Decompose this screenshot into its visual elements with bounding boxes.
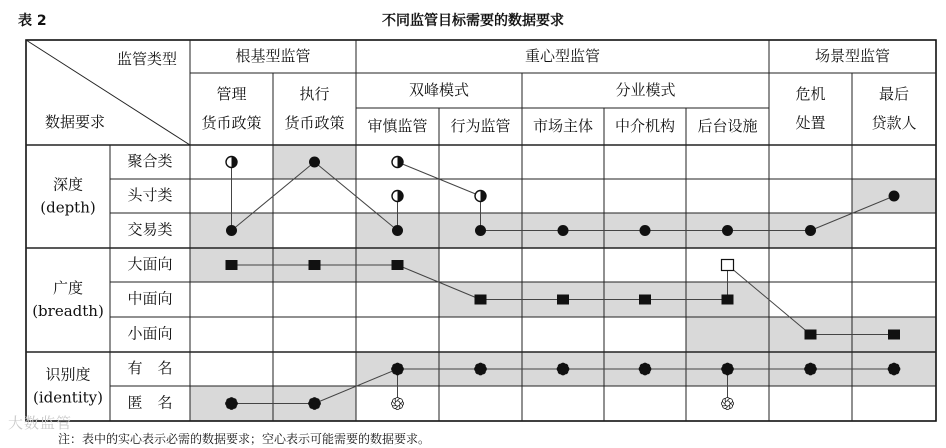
column-header: 管理 xyxy=(216,85,247,103)
square-solid-marker xyxy=(888,330,900,340)
column-header: 审慎监管 xyxy=(367,117,428,135)
column-header: 贷款人 xyxy=(871,114,917,132)
square-solid-marker xyxy=(722,295,734,305)
corner-label-requirement: 数据要求 xyxy=(44,113,106,131)
row-label: 聚合类 xyxy=(127,152,173,170)
square-solid-marker xyxy=(557,295,569,305)
flower-solid-marker xyxy=(309,398,321,410)
column-header: 处置 xyxy=(795,114,826,132)
table-title: 不同监管目标需要的数据要求 xyxy=(382,13,564,29)
dimension-label: 深度 xyxy=(52,175,84,194)
flower-solid-marker xyxy=(888,363,900,375)
flower-solid-marker xyxy=(392,363,404,375)
flower-center xyxy=(395,366,400,371)
flower-center xyxy=(312,401,317,406)
subgroup-header: 分业模式 xyxy=(615,81,676,99)
flower-solid-marker xyxy=(475,363,487,375)
column-header: 货币政策 xyxy=(284,114,345,132)
watermark: 大数监管 xyxy=(8,414,73,432)
subgroup-header: 双峰模式 xyxy=(408,81,470,99)
flower-solid-marker xyxy=(226,398,238,410)
circle-solid-marker xyxy=(475,225,486,236)
group-header: 重心型监管 xyxy=(524,47,601,65)
circle-solid-marker xyxy=(889,191,900,202)
flower-center xyxy=(642,366,647,371)
table-number: 表 2 xyxy=(18,13,47,29)
circle-solid-marker xyxy=(558,225,569,236)
flower-solid-marker xyxy=(722,363,734,375)
column-header: 执行 xyxy=(299,85,330,103)
circle-solid-marker xyxy=(722,225,733,236)
dimension-label: (identity) xyxy=(33,388,103,407)
column-header: 货币政策 xyxy=(201,114,262,132)
dimension-label: 识别度 xyxy=(45,365,91,384)
square-solid-marker xyxy=(805,330,817,340)
column-header: 市场主体 xyxy=(532,117,594,135)
circle-solid-marker xyxy=(226,225,237,236)
flower-center xyxy=(560,366,565,371)
dimension-label: (depth) xyxy=(40,198,96,217)
shaded-cell xyxy=(686,317,769,352)
dimension-label: (breadth) xyxy=(32,302,104,320)
flower-center xyxy=(229,401,234,406)
square-solid-marker xyxy=(309,260,321,270)
flower-solid-marker xyxy=(557,363,569,375)
circle-solid-marker xyxy=(805,225,816,236)
column-header: 行为监管 xyxy=(450,117,511,135)
flower-center xyxy=(478,366,483,371)
column-header: 后台设施 xyxy=(697,117,758,135)
square-solid-marker xyxy=(392,260,404,270)
square-open-marker xyxy=(722,260,734,271)
table-note: 注：表中的实心表示必需的数据要求；空心表示可能需要的数据要求。 xyxy=(58,432,431,446)
square-solid-marker xyxy=(639,295,651,305)
flower-center xyxy=(891,366,896,371)
group-header: 场景型监管 xyxy=(814,47,891,65)
row-label: 匿 名 xyxy=(127,393,173,412)
column-header: 中介机构 xyxy=(614,117,676,135)
flower-solid-marker xyxy=(639,363,651,375)
flower-solid-marker xyxy=(805,363,817,375)
group-header: 根基型监管 xyxy=(235,47,311,65)
circle-solid-marker xyxy=(309,157,320,168)
flower-center xyxy=(808,366,813,371)
column-header: 最后 xyxy=(878,85,910,103)
flower-center xyxy=(725,401,730,406)
corner-label-type: 监管类型 xyxy=(116,50,178,68)
flower-open-marker xyxy=(722,398,734,410)
circle-solid-marker xyxy=(640,225,651,236)
row-label: 大面向 xyxy=(127,255,173,273)
row-label: 有 名 xyxy=(127,359,173,377)
column-header: 危机 xyxy=(795,85,826,103)
square-solid-marker xyxy=(226,260,238,270)
row-label: 小面向 xyxy=(127,324,173,343)
dimension-label: 广度 xyxy=(52,279,84,297)
circle-solid-marker xyxy=(392,225,403,236)
square-solid-marker xyxy=(475,295,487,305)
flower-center xyxy=(725,366,730,371)
row-label: 中面向 xyxy=(127,289,173,308)
row-label: 交易类 xyxy=(127,220,173,239)
flower-center xyxy=(395,401,400,406)
flower-open-marker xyxy=(392,398,404,410)
row-label: 头寸类 xyxy=(127,186,173,204)
